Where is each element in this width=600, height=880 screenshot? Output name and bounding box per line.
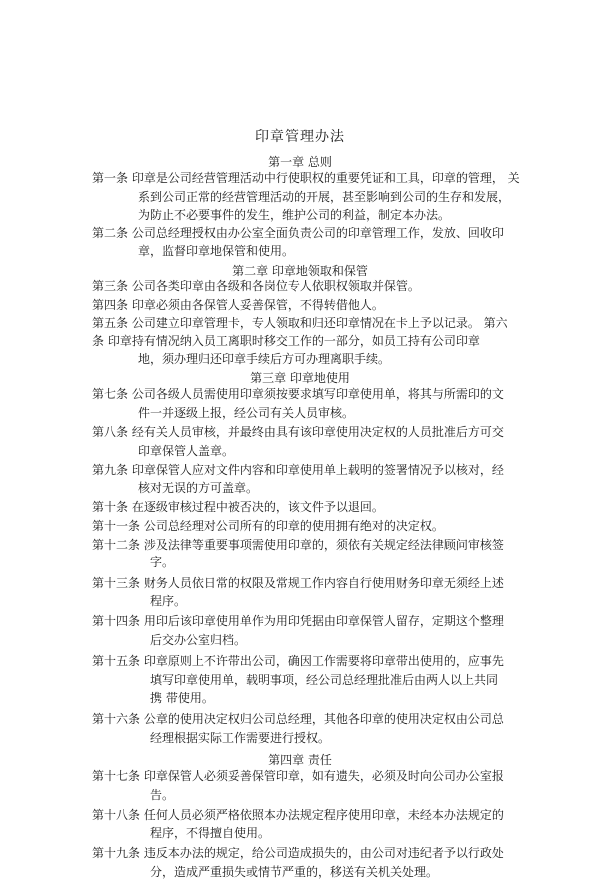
text-line: 告。: [150, 788, 175, 802]
text-line: 第二条 公司总经理授权由办公室全面负责公司的印章管理工作，发放、回收印: [92, 226, 504, 240]
text-line: 第十四条 用印后该印章使用单作为用印凭据由印章保管人留存，定期这个整理: [92, 614, 504, 628]
text-line: 件一并逐级上报，经公司有关人员审核。: [138, 406, 355, 420]
text-line: 地，须办理归还印章手续后方可办理离职手续。: [138, 352, 391, 366]
chapter-heading: 第四章 责任: [268, 753, 332, 767]
text-line: 为防止不必要事件的发生，维护公司的利益，制定本办法。: [138, 208, 451, 222]
text-line: 第五条 公司建立印章管理卡，专人领取和归还印章情况在卡上予以记录。 第六: [92, 316, 508, 330]
text-line: 第十九条 违反本办法的规定，给公司造成损失的，由公司对违纪者予以行政处: [92, 846, 504, 860]
text-line: 经理根据实际工作需要进行授权。: [150, 731, 331, 745]
text-line: 第一条 印章是公司经营管理活动中行使职权的重要凭证和工具，印章的管理， 关: [92, 171, 520, 185]
text-line: 第十一条 公司总经理对公司所有的印章的使用拥有绝对的决定权。: [92, 519, 444, 533]
text-line: 第十六条 公章的使用决定权归公司总经理，其他各印章的使用决定权由公司总: [92, 712, 504, 726]
text-line: 程序，不得擅自使用。: [150, 826, 271, 840]
text-line: 第十八条 任何人员必须严格依照本办法规定程序使用印章，未经本办法规定的: [92, 808, 504, 822]
text-line: 系到公司正常的经营管理活动的开展，甚至影响到公司的生存和发展，: [138, 190, 511, 204]
document-title: 印章管理办法: [255, 129, 345, 145]
text-line: 分，造成严重损失或情节严重的，移送有关机关处理。: [150, 865, 439, 879]
text-line: 后交办公室归档。: [150, 633, 247, 647]
text-line: 第十七条 印章保管人必须妥善保管印章，如有遗失，必须及时向公司办公室报: [92, 769, 504, 783]
text-line: 字。: [150, 555, 175, 569]
chapter-heading: 第一章 总则: [268, 155, 332, 169]
text-line: 章，监督印章地保管和使用。: [138, 244, 295, 258]
text-line: 第十二条 涉及法律等重要事项需使用印章的，须依有关规定经法律顾问审核签: [92, 538, 504, 552]
text-line: 携 带使用。: [150, 691, 214, 705]
text-line: 第三条 公司各类印章由各级和各岗位专人依职权领取并保管。: [92, 279, 420, 293]
text-line: 第八条 经有关人员审核，并最终由具有该印章使用决定权的人员批准后方可交: [92, 425, 504, 439]
text-line: 条 印章持有情况纳入员工离职时移交工作的一部分，如员工持有公司印章: [92, 334, 480, 348]
text-line: 第七条 公司各级人员需使用印章须按要求填写印章使用单，将其与所需印的文: [92, 387, 504, 401]
text-line: 程序。: [150, 594, 187, 608]
text-line: 填写印章使用单，载明事项，经公司总经理批准后由两人以上共同: [150, 673, 499, 687]
text-line: 印章保管人盖章。: [138, 444, 235, 458]
text-line: 第十五条 印章原则上不许带出公司，确因工作需要将印章带出使用的，应事先: [92, 654, 504, 668]
chapter-heading: 第三章 印章地使用: [250, 371, 350, 385]
text-line: 第四条 印章必须由各保管人妥善保管，不得转借他人。: [92, 298, 384, 312]
text-line: 第十条 在逐级审核过程中被否决的，该文件予以退回。: [92, 500, 384, 514]
text-line: 第九条 印章保管人应对文件内容和印章使用单上载明的签署情况予以核对，经: [92, 463, 504, 477]
chapter-heading: 第二章 印章地领取和保管: [232, 264, 368, 278]
text-line: 第十三条 财务人员依日常的权限及常规工作内容自行使用财务印章无须经上述: [92, 576, 504, 590]
text-line: 核对无误的方可盖章。: [138, 481, 259, 495]
